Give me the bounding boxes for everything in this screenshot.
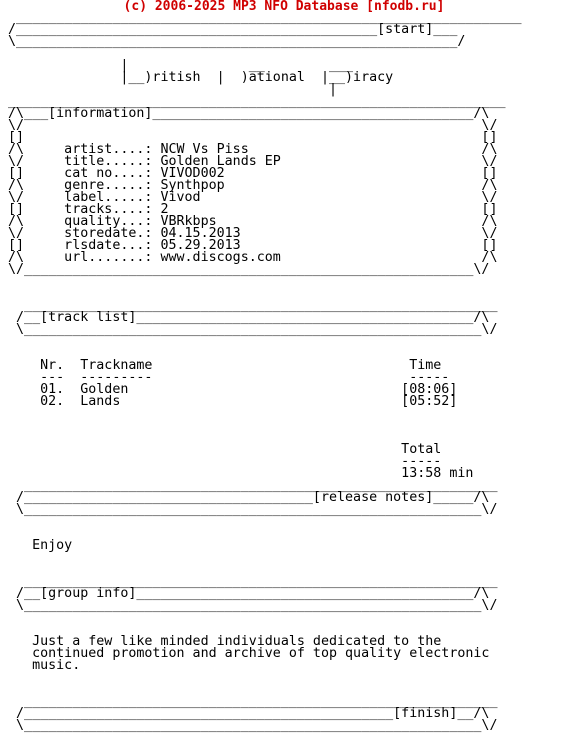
nfo-line bbox=[8, 408, 522, 420]
nfo-line: \/ storedate.: 04.15.2013 \/ bbox=[8, 226, 498, 241]
nfo-line: /__[track list]__________________________________________/\ bbox=[8, 310, 490, 325]
nfo-line bbox=[8, 612, 522, 624]
nfo-line: 02. Lands [05:52] bbox=[8, 394, 458, 409]
nfo-line: \_________________________________________________________\/ bbox=[8, 322, 498, 337]
nfo-line: /\ quality...: VBRkbps /\ bbox=[8, 214, 498, 229]
nfo-line: /\ url.......: www.discogs.com /\ bbox=[8, 250, 498, 265]
nfo-line bbox=[8, 516, 522, 528]
nfo-line: _______________________________________________________________ bbox=[8, 10, 522, 25]
nfo-line: ___________________________________________________________ bbox=[8, 478, 498, 493]
nfo-line: [] rlsdate...: 05.29.2013 [] bbox=[8, 238, 498, 253]
nfo-line bbox=[8, 276, 522, 288]
nfo-line: /__[group info]__________________________________________/\ bbox=[8, 586, 490, 601]
site-credit: (c) 2006-2025 MP3 NFO Database [nfodb.ru] bbox=[123, 0, 445, 14]
nfo-line: ___________________________________________________________ bbox=[8, 298, 498, 313]
nfo-line: /______________________________________________[finish]__/\ bbox=[8, 706, 490, 721]
nfo-text bbox=[8, 12, 522, 732]
nfo-line: [] [] bbox=[8, 130, 498, 145]
nfo-line: \/ \/ bbox=[8, 118, 498, 133]
nfo-line: Enjoy bbox=[8, 538, 73, 553]
nfo-line: /____________________________________[release notes]_____/\ bbox=[8, 490, 490, 505]
nfo-line: | bbox=[8, 82, 337, 97]
nfo-line: 01. Golden [08:06] bbox=[8, 382, 458, 397]
nfo-line: \_________________________________________________________\/ bbox=[8, 718, 498, 733]
nfo-line bbox=[8, 672, 522, 684]
nfo-line bbox=[8, 552, 522, 564]
nfo-line: 13:58 min bbox=[8, 466, 474, 481]
nfo-line: Total bbox=[8, 442, 442, 457]
nfo-line: /\ genre.....: Synthpop /\ bbox=[8, 178, 498, 193]
nfo-line: --- --------- ----- bbox=[8, 370, 450, 385]
nfo-line: \_______________________________________________________/ bbox=[8, 34, 466, 49]
nfo-line: \_________________________________________________________\/ bbox=[8, 502, 498, 517]
nfo-line: /_____________________________________________[start]___ bbox=[8, 22, 458, 37]
nfo-line bbox=[8, 420, 522, 432]
nfo-line: continued promotion and archive of top quality electronic bbox=[8, 646, 490, 661]
nfo-line: /\ artist....: NCW Vs Piss /\ bbox=[8, 142, 498, 157]
nfo-line: ___________________________________________________________ bbox=[8, 694, 498, 709]
nfo-line: \/ title.....: Golden Lands EP \/ bbox=[8, 154, 498, 169]
nfo-line bbox=[8, 336, 522, 348]
nfo-line: ----- bbox=[8, 454, 442, 469]
nfo-line: Just a few like minded individuals dedicated to the bbox=[8, 634, 442, 649]
nfo-line: Nr. Trackname Time bbox=[8, 358, 442, 373]
nfo-line bbox=[8, 528, 522, 540]
nfo-line: | __ ___ bbox=[8, 58, 354, 73]
nfo-line: music. bbox=[8, 658, 81, 673]
nfo-line: |__)ritish | )ational |__)iracy bbox=[8, 70, 394, 85]
nfo-line: /\___[information]________________________________________/\ bbox=[8, 106, 490, 121]
nfo-line: ___________________________________________________________ bbox=[8, 574, 498, 589]
nfo-line: [] cat no....: VIVOD002 [] bbox=[8, 166, 498, 181]
nfo-line: \/ label.....: Vivod \/ bbox=[8, 190, 498, 205]
nfo-line: [] tracks....: 2 [] bbox=[8, 202, 498, 217]
nfo-line: \/________________________________________________________\/ bbox=[8, 262, 490, 277]
nfo-line: ______________________________________________________________ bbox=[8, 94, 506, 109]
nfo-line: \_________________________________________________________\/ bbox=[8, 598, 498, 613]
